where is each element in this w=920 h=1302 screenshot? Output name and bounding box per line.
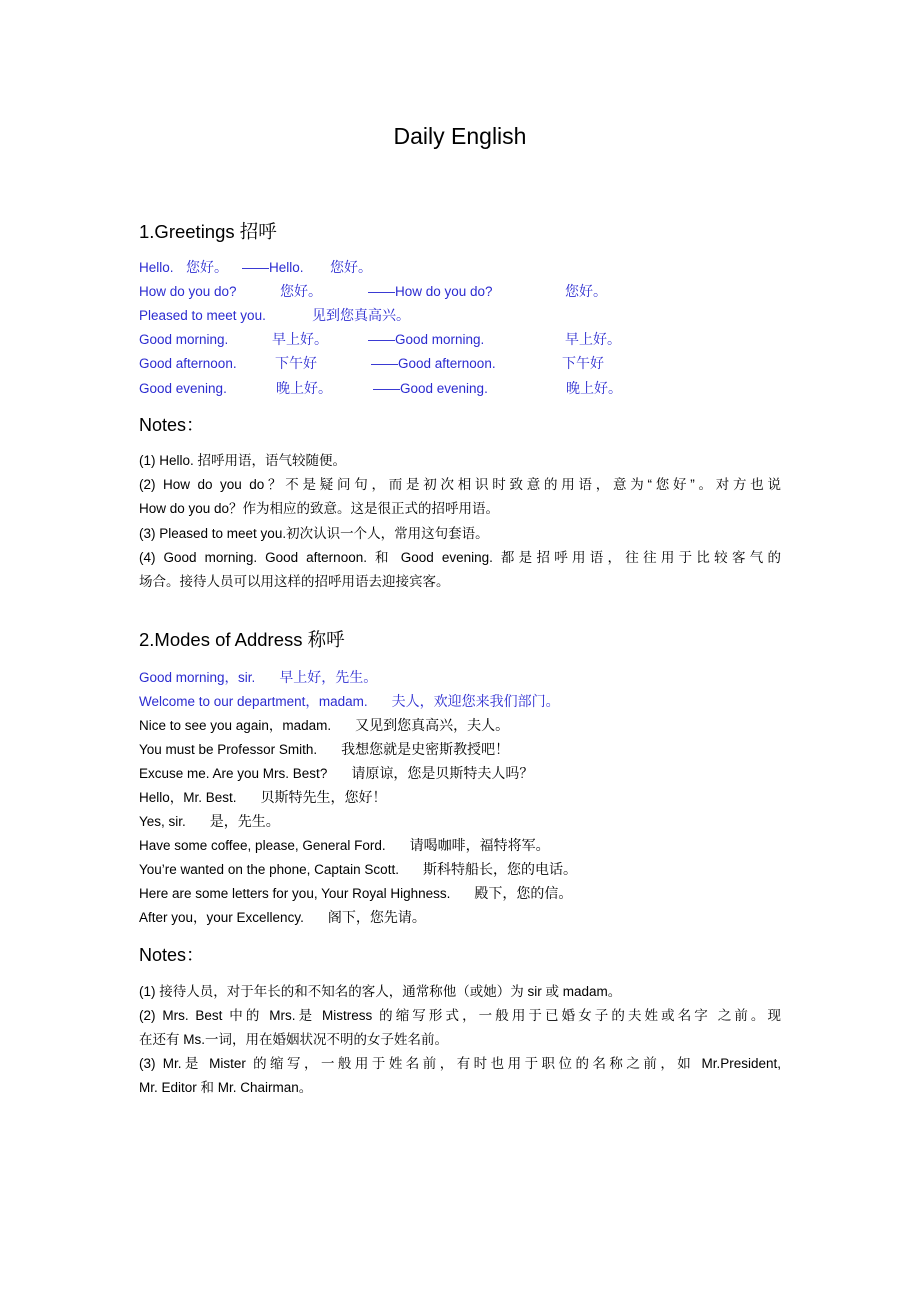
- reply-en: ——Good evening.: [373, 381, 488, 396]
- greeting-zh: 见到您真高兴。: [312, 308, 410, 324]
- note-line: (2) How do you do？不是疑问句，而是初次相识时致意的用语，意为“您好”。对方也说: [139, 477, 781, 492]
- address-en: Welcome to our department，madam.: [139, 694, 368, 709]
- greeting-zh: 您好。: [186, 260, 228, 276]
- address-line: [139, 884, 572, 904]
- address-zh: 阁下，您先请。: [327, 910, 426, 926]
- note-line: (3) Pleased to meet you.初次认识一个人，常用这句套语。: [139, 526, 489, 541]
- greeting-row: [0, 354, 920, 374]
- greeting-en: Good afternoon.: [139, 356, 237, 371]
- note-line: (4) Good morning. Good afternoon. 和 Good evening. 都是招呼用语，往往用于比较客气的: [139, 550, 781, 565]
- reply-zh: 晚上好。: [566, 381, 622, 397]
- page-title: Daily English: [393, 123, 527, 149]
- greeting-row: [0, 306, 920, 326]
- note-line: (2) Mrs. Best 中的 Mrs.是 Mistress 的缩写形式，一般用于已婚女子的夫姓或名字 之前。现: [139, 1008, 781, 1023]
- greeting-en: Hello.: [139, 260, 174, 275]
- reply-en: ——Good afternoon.: [371, 356, 496, 371]
- address-line: [139, 860, 577, 880]
- note-line: (1) Hello. 招呼用语，语气较随便。: [139, 453, 347, 468]
- note-line: Mr. Editor 和 Mr. Chairman。: [139, 1080, 313, 1095]
- reply-zh: 您好。: [330, 260, 372, 276]
- note-line: (1) 接待人员，对于年长的和不知名的客人，通常称他（或她）为 sir 或 madam。: [139, 984, 622, 999]
- note-line: How do you do？作为相应的致意。这是很正式的招呼用语。: [139, 501, 500, 516]
- section-heading-address: 2.Modes of Address 称呼: [139, 629, 345, 650]
- greeting-zh: 早上好。: [272, 332, 328, 348]
- address-zh: 请喝咖啡，福特将军。: [409, 838, 550, 854]
- address-line: [139, 788, 387, 808]
- greeting-en: Good morning.: [139, 332, 229, 347]
- address-en: Hello，Mr. Best.: [139, 790, 237, 805]
- greeting-row: [0, 258, 920, 278]
- reply-zh: 您好。: [565, 284, 607, 300]
- address-zh: 贝斯特先生，您好！: [260, 790, 387, 806]
- address-en: You must be Professor Smith.: [139, 742, 318, 757]
- note-line: 在还有 Ms.一词，用在婚姻状况不明的女子姓名前。: [139, 1032, 448, 1047]
- address-en: You’re wanted on the phone, Captain Scott.: [139, 862, 399, 877]
- address-en: Good morning，sir.: [139, 670, 256, 685]
- address-en: After you，your Excellency.: [139, 910, 304, 925]
- address-zh: 夫人，欢迎您来我们部门。: [391, 694, 560, 710]
- address-line: [139, 836, 550, 856]
- reply-zh: 下午好: [562, 356, 604, 372]
- address-line: [139, 668, 377, 688]
- greeting-en: Pleased to meet you.: [139, 308, 266, 323]
- address-zh: 又见到您真高兴，夫人。: [355, 718, 510, 734]
- address-line: [139, 812, 280, 832]
- note-line: 场合。接待人员可以用这样的招呼用语去迎接宾客。: [139, 574, 450, 589]
- address-line: [139, 692, 560, 712]
- notes-heading: Notes：: [139, 945, 205, 965]
- address-line: [139, 908, 426, 928]
- address-en: Nice to see you again，madam.: [139, 718, 332, 733]
- reply-en: ——Good morning.: [368, 332, 485, 347]
- reply-en: ——Hello.: [242, 260, 304, 275]
- address-zh: 请原谅，您是贝斯特夫人吗？: [351, 766, 534, 782]
- address-line: [139, 716, 509, 736]
- reply-en: ——How do you do?: [368, 284, 493, 299]
- greeting-zh: 下午好: [275, 356, 317, 372]
- greeting-zh: 晚上好。: [276, 381, 332, 397]
- greeting-row: [0, 282, 920, 302]
- note-line: (3) Mr.是 Mister 的缩写，一般用于姓名前，有时也用于职位的名称之前，如 Mr.President,: [139, 1056, 781, 1071]
- address-en: Yes, sir.: [139, 814, 186, 829]
- section-heading-greetings: 1.Greetings 招呼: [139, 221, 277, 242]
- address-zh: 早上好，先生。: [279, 670, 378, 686]
- address-zh: 是，先生。: [209, 814, 280, 830]
- address-en: Have some coffee, please, General Ford.: [139, 838, 386, 853]
- address-zh: 殿下，您的信。: [474, 886, 573, 902]
- address-line: [139, 740, 509, 760]
- greeting-row: [0, 379, 920, 399]
- reply-zh: 早上好。: [565, 332, 621, 348]
- address-zh: 我想您就是史密斯教授吧！: [341, 742, 510, 758]
- greeting-row: [0, 330, 920, 350]
- notes-heading: Notes：: [139, 415, 205, 435]
- address-zh: 斯科特船长，您的电话。: [422, 862, 577, 878]
- greeting-en: Good evening.: [139, 381, 227, 396]
- address-line: [139, 764, 533, 784]
- greeting-en: How do you do?: [139, 284, 237, 299]
- address-en: Here are some letters for you, Your Royal Highness.: [139, 886, 451, 901]
- greeting-zh: 您好。: [280, 284, 322, 300]
- address-en: Excuse me. Are you Mrs. Best?: [139, 766, 328, 781]
